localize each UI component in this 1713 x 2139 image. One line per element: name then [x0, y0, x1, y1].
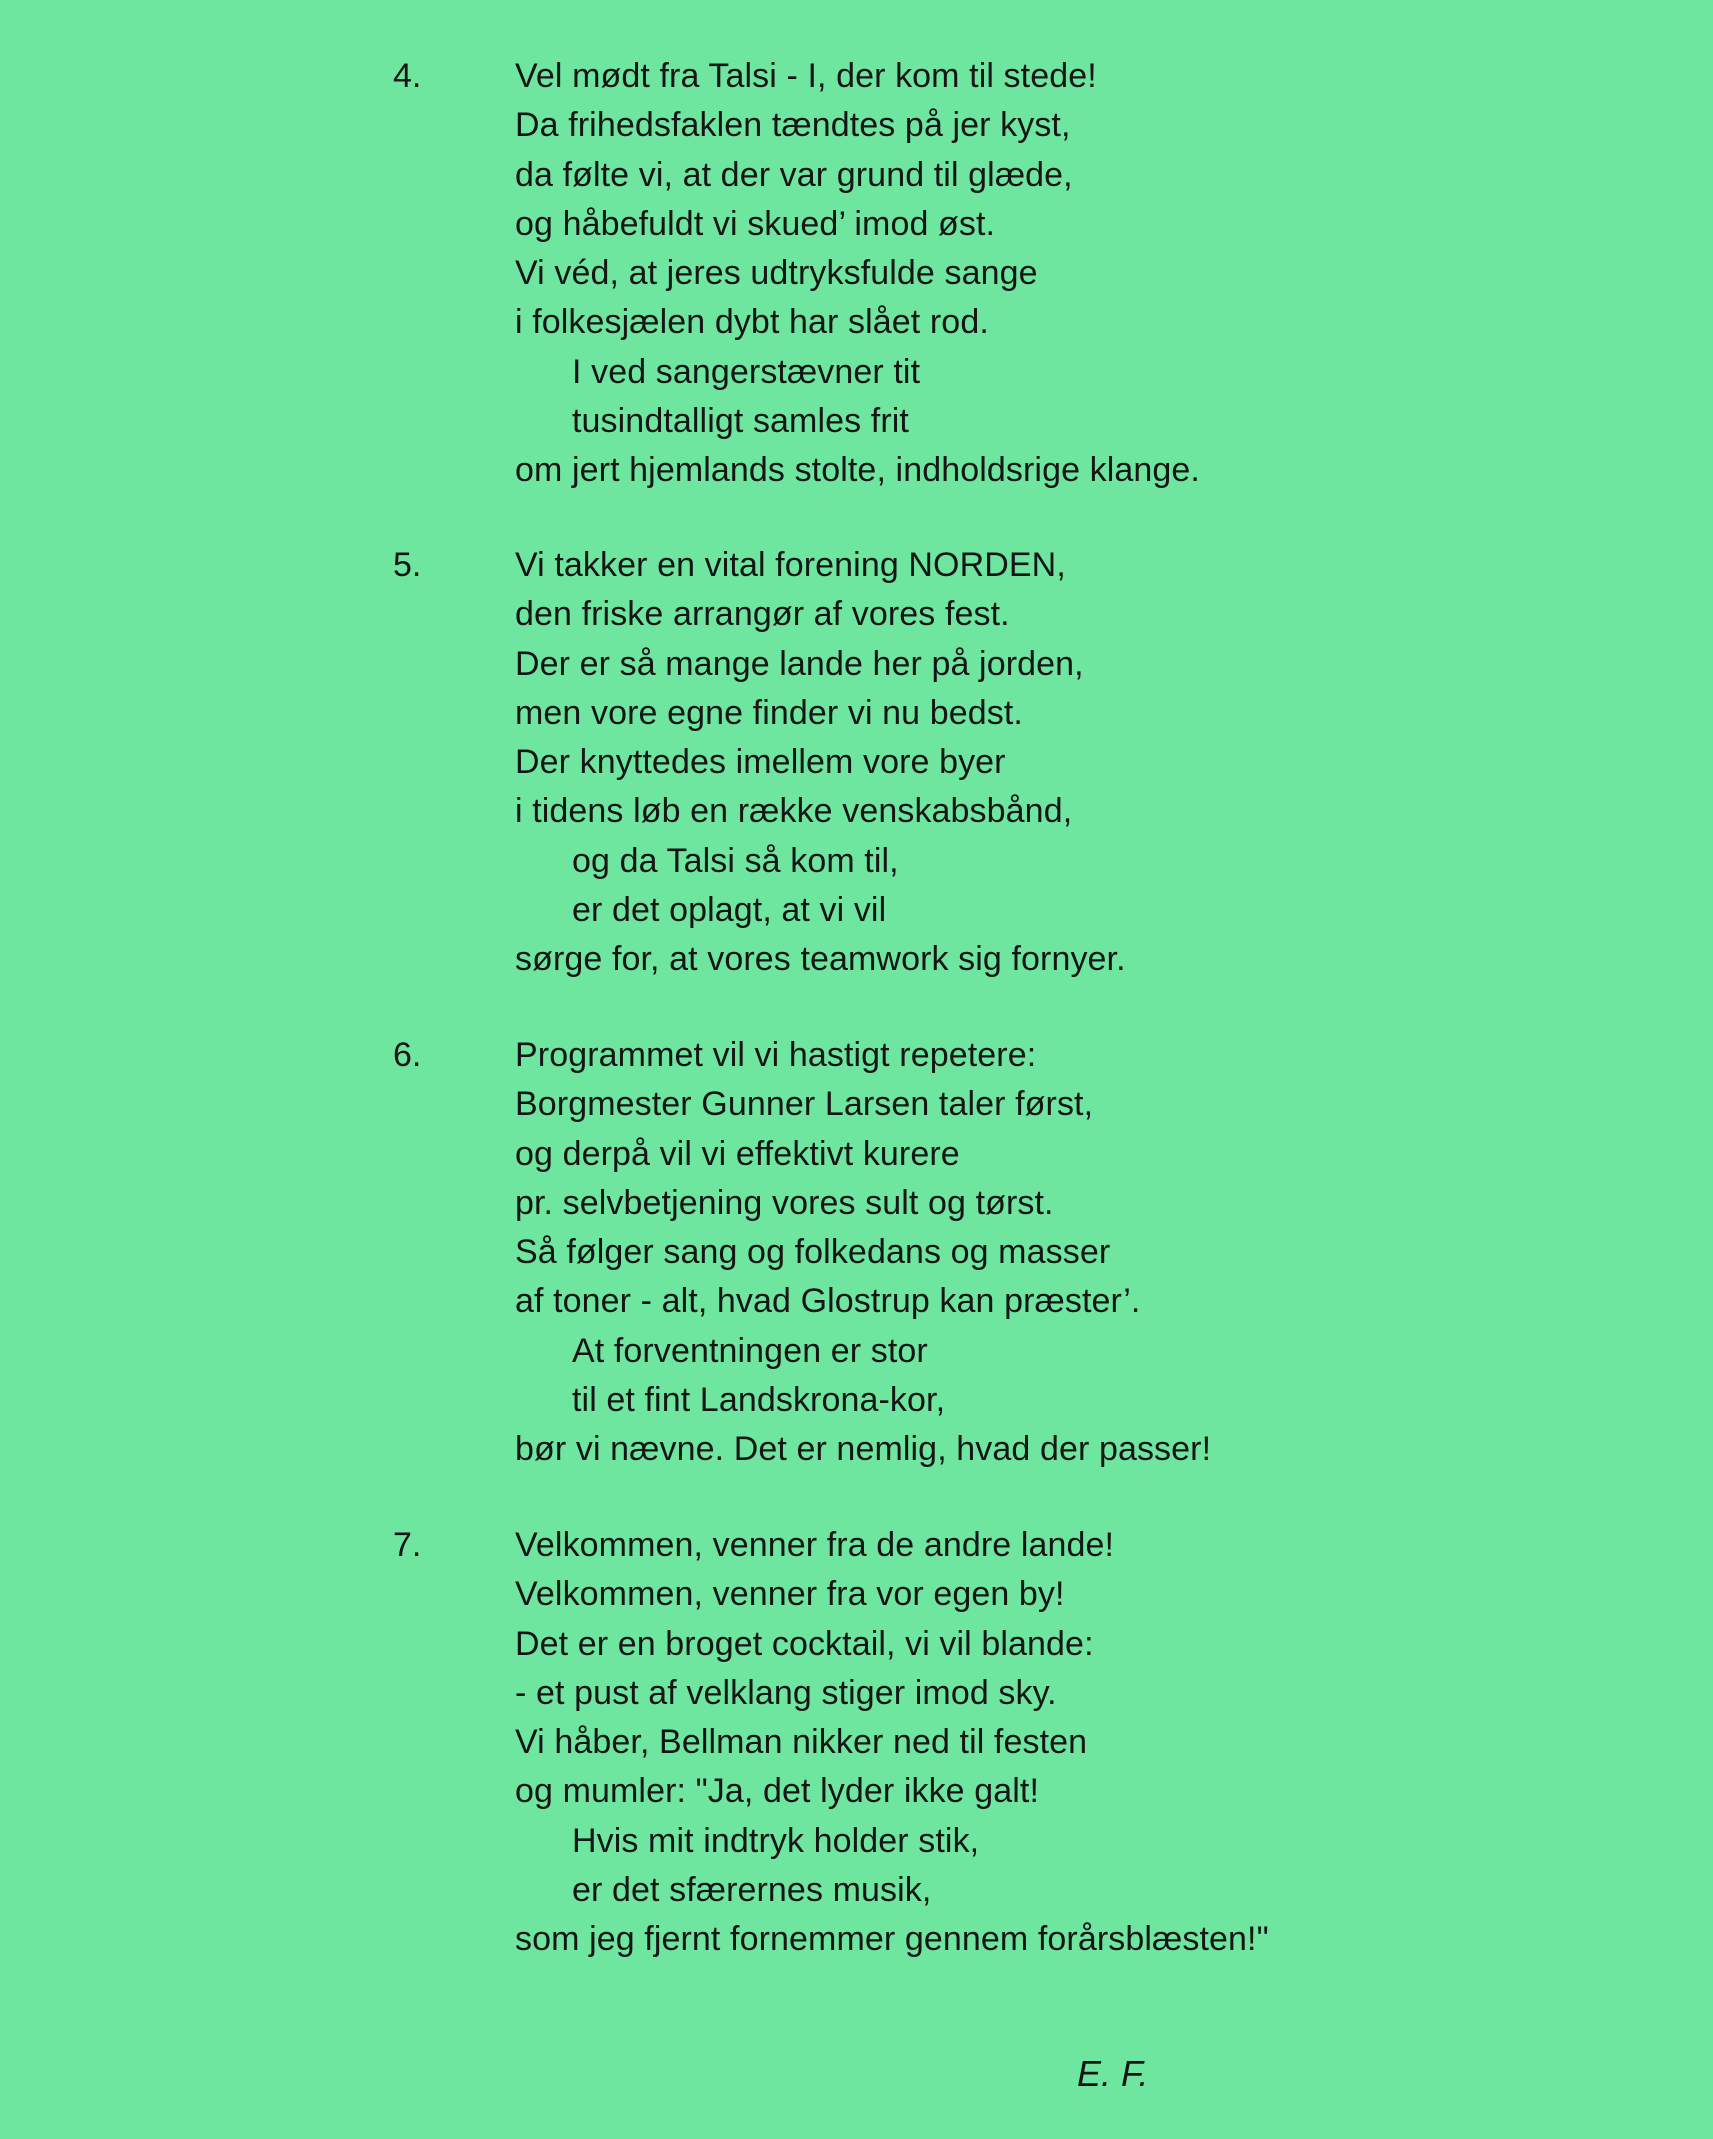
stanza-number: 7.	[393, 1526, 422, 1564]
verse-line: Velkommen, venner fra vor egen by!	[515, 1575, 1065, 1614]
verse-line: Vel mødt fra Talsi - I, der kom til stede!	[515, 57, 1097, 95]
stanza-number: 4.	[393, 57, 422, 95]
verse-line: i folkesjælen dybt har slået rod.	[515, 303, 989, 342]
verse-line: Programmet vil vi hastigt repetere:	[515, 1036, 1037, 1074]
verse-line: og derpå vil vi effektivt kurere	[515, 1134, 960, 1173]
verse-line: sørge for, at vores teamwork sig fornyer.	[515, 940, 1126, 979]
verse-line: og mumler: "Ja, det lyder ikke galt!	[515, 1772, 1039, 1811]
verse-line-indented: til et fint Landskrona-kor,	[572, 1381, 946, 1420]
verse-line: Vi véd, at jeres udtryksfulde sange	[515, 254, 1038, 293]
verse-line: Vi håber, Bellman nikker ned til festen	[515, 1723, 1088, 1762]
verse-line: den friske arrangør af vores fest.	[515, 595, 1010, 634]
author-signature: E. F.	[1077, 2053, 1149, 2094]
verse-line-indented: er det sfærernes musik,	[572, 1871, 932, 1910]
verse-line-indented: og da Talsi så kom til,	[572, 841, 899, 880]
stanza-number: 5.	[393, 546, 422, 584]
verse-line: i tidens løb en række venskabsbånd,	[515, 792, 1073, 831]
verse-line-indented: er det oplagt, at vi vil	[572, 891, 887, 930]
stanza-lines	[515, 1031, 1555, 1475]
verse-line: om jert hjemlands stolte, indholdsrige klange.	[515, 451, 1200, 490]
verse-line: og håbefuldt vi skued’ imod øst.	[515, 204, 996, 243]
verse-line: Der er så mange lande her på jorden,	[515, 644, 1084, 683]
verse-line: Borgmester Gunner Larsen taler først,	[515, 1085, 1094, 1124]
verse-line: Det er en broget cocktail, vi vil blande:	[515, 1624, 1094, 1663]
verse-line: Der knyttedes imellem vore byer	[515, 743, 1006, 782]
verse-line: da følte vi, at der var grund til glæde,	[515, 155, 1073, 194]
verse-line: Da frihedsfaklen tændtes på jer kyst,	[515, 106, 1071, 145]
verse-line: Velkommen, venner fra de andre lande!	[515, 1526, 1115, 1564]
verse-line: pr. selvbetjening vores sult og tørst.	[515, 1183, 1054, 1222]
verse-line: Vi takker en vital forening NORDEN,	[515, 546, 1066, 584]
verse-line-indented: At forventningen er stor	[572, 1331, 928, 1370]
stanza-lines	[515, 541, 1555, 985]
verse-line: af toner - alt, hvad Glostrup kan præster’.	[515, 1282, 1141, 1321]
stanza-number: 6.	[393, 1036, 422, 1074]
verse-line: som jeg fjernt fornemmer gennem forårsblæsten!"	[515, 1920, 1269, 1959]
verse-line: Så følger sang og folkedans og masser	[515, 1233, 1111, 1272]
verse-line: bør vi nævne. Det er nemlig, hvad der passer!	[515, 1430, 1212, 1469]
verse-line: - et pust af velklang stiger imod sky.	[515, 1673, 1057, 1712]
stanza-lines	[515, 52, 1555, 496]
verse-line-indented: tusindtalligt samles frit	[572, 402, 909, 441]
verse-line: men vore egne finder vi nu bedst.	[515, 693, 1023, 732]
stanza-lines	[515, 1521, 1555, 1965]
verse-line-indented: I ved sangerstævner tit	[572, 352, 921, 391]
verse-line-indented: Hvis mit indtryk holder stik,	[572, 1821, 980, 1860]
